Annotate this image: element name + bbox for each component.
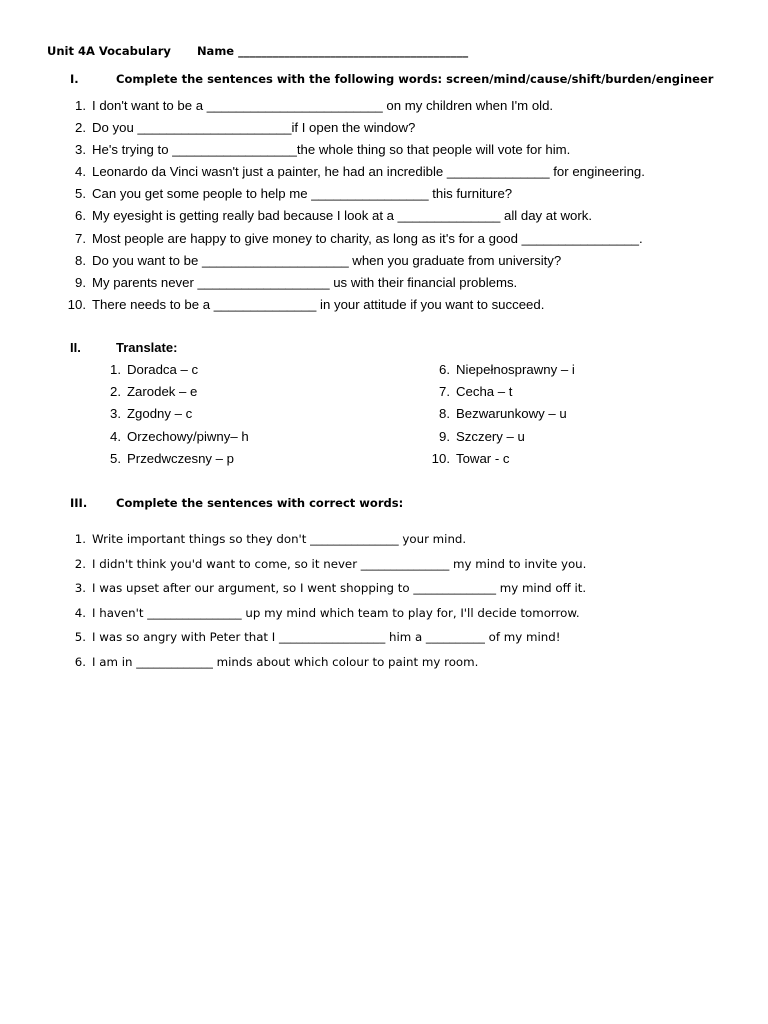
list-item (439, 383, 575, 405)
item-number: 4. (74, 605, 86, 620)
unit-title: Unit 4A Vocabulary (47, 44, 171, 58)
item-number: 1. (74, 532, 86, 546)
item-number: 9. (75, 274, 86, 290)
item-number: 9. (439, 428, 450, 444)
item-text: Zarodek – e (127, 384, 198, 400)
item-text: He's trying to _________________the whole thing so that people will vote for him. (92, 142, 571, 158)
item-number: 2. (74, 556, 86, 571)
item-text: Przedwczesny – p (127, 450, 235, 466)
item-number: 4. (75, 164, 86, 180)
item-number: 7. (75, 230, 86, 246)
item-number: 3. (75, 142, 86, 158)
item-number: 1. (110, 362, 121, 377)
item-number: 5. (75, 186, 86, 202)
item-number: 3. (74, 581, 86, 596)
list-item (439, 361, 575, 383)
item-number: 2. (75, 120, 86, 136)
list-item (75, 252, 645, 274)
item-number: 5. (74, 630, 86, 645)
item-text: Do you want to be ____________________ when you graduate from university? (92, 252, 562, 268)
list-item (110, 361, 249, 383)
item-text: Towar - c (456, 450, 510, 466)
section-2-heading (70, 340, 177, 355)
item-number: 4. (110, 428, 121, 444)
list-item (75, 207, 645, 229)
item-text: I don't want to be a ________________________ on my children when I'm old. (92, 98, 554, 113)
item-text: Cecha – t (456, 384, 513, 400)
item-text: I am in _____________ minds about which colour to paint my room. (92, 654, 479, 669)
item-number: 3. (110, 406, 121, 422)
item-text: Szczery – u (456, 428, 525, 444)
item-number: 5. (110, 450, 121, 466)
list-item (110, 450, 249, 472)
section-1-list (67, 97, 645, 318)
list-item (110, 405, 249, 427)
list-item (74, 555, 587, 580)
item-text: Bezwarunkowy – u (456, 406, 567, 422)
item-number: 8. (439, 406, 450, 422)
list-item (110, 428, 249, 450)
list-item (74, 579, 587, 604)
item-number: 2. (110, 384, 121, 400)
section-3-heading (70, 496, 403, 510)
section-2-title: Translate: (116, 340, 178, 355)
item-text: My parents never __________________ us with their financial problems. (92, 274, 518, 290)
section-2-number: II. (70, 340, 81, 355)
list-item (75, 185, 645, 207)
item-text: There needs to be a ______________ in your attitude if you want to succeed. (92, 296, 545, 312)
translate-list-left (110, 361, 249, 472)
list-item (75, 163, 645, 185)
item-text: Write important things so they don't _______________ your mind. (92, 532, 467, 546)
item-number: 7. (439, 384, 450, 400)
section-1-title: Complete the sentences with the following words: screen/mind/cause/shift/burden/engineer (116, 72, 714, 86)
list-item (74, 628, 586, 653)
section-1-number: I. (70, 72, 79, 86)
list-item (75, 97, 645, 119)
item-text: I haven't ________________ up my mind which team to play for, I'll decide tomorrow. (92, 605, 580, 620)
worksheet-header (47, 44, 468, 58)
translate-list-right (431, 361, 575, 472)
item-text: I didn't think you'd want to come, so it never _______________ my mind to invite you. (92, 556, 587, 571)
item-number: 6. (75, 208, 86, 224)
list-item (439, 428, 575, 450)
item-number: 6. (74, 654, 86, 669)
name-field: Name ________________________________________ (196, 44, 469, 58)
item-number: 6. (439, 362, 450, 377)
list-item (74, 604, 586, 629)
list-item (74, 530, 586, 555)
section-3-title: Complete the sentences with correct words: (116, 496, 404, 510)
item-number: 1. (75, 98, 86, 113)
item-text: I was upset after our argument, so I went shopping to ______________ my mind off it. (92, 581, 587, 596)
item-text: Niepełnosprawny – i (456, 362, 575, 377)
item-text: Doradca – c (127, 362, 199, 377)
item-text: Do you _____________________if I open the window? (92, 120, 416, 136)
section-3-number: III. (70, 496, 88, 510)
item-text: Leonardo da Vinci wasn't just a painter, he had an incredible ______________ for engineering. (92, 164, 645, 180)
list-item (75, 141, 645, 163)
list-item (75, 230, 645, 252)
list-item (75, 274, 645, 296)
item-text: Can you get some people to help me ________________ this furniture? (92, 186, 513, 202)
list-item (439, 405, 575, 427)
list-item (431, 450, 575, 472)
item-text: I was so angry with Peter that I __________________ him a __________ of my mind! (92, 630, 561, 645)
list-item (74, 653, 586, 678)
section-3-list (74, 530, 587, 678)
item-number: 10. (431, 450, 450, 466)
item-number: 10. (67, 296, 86, 312)
section-1-heading (70, 72, 713, 86)
item-number: 8. (75, 252, 86, 268)
list-item (67, 296, 645, 318)
item-text: My eyesight is getting really bad because I look at a ______________ all day at work. (92, 208, 592, 224)
list-item (110, 383, 249, 405)
item-text: Zgodny – c (127, 406, 193, 422)
item-text: Most people are happy to give money to charity, as long as it's for a good ________________. (92, 230, 643, 246)
item-text: Orzechowy/piwny– h (127, 428, 249, 444)
list-item (75, 119, 645, 141)
